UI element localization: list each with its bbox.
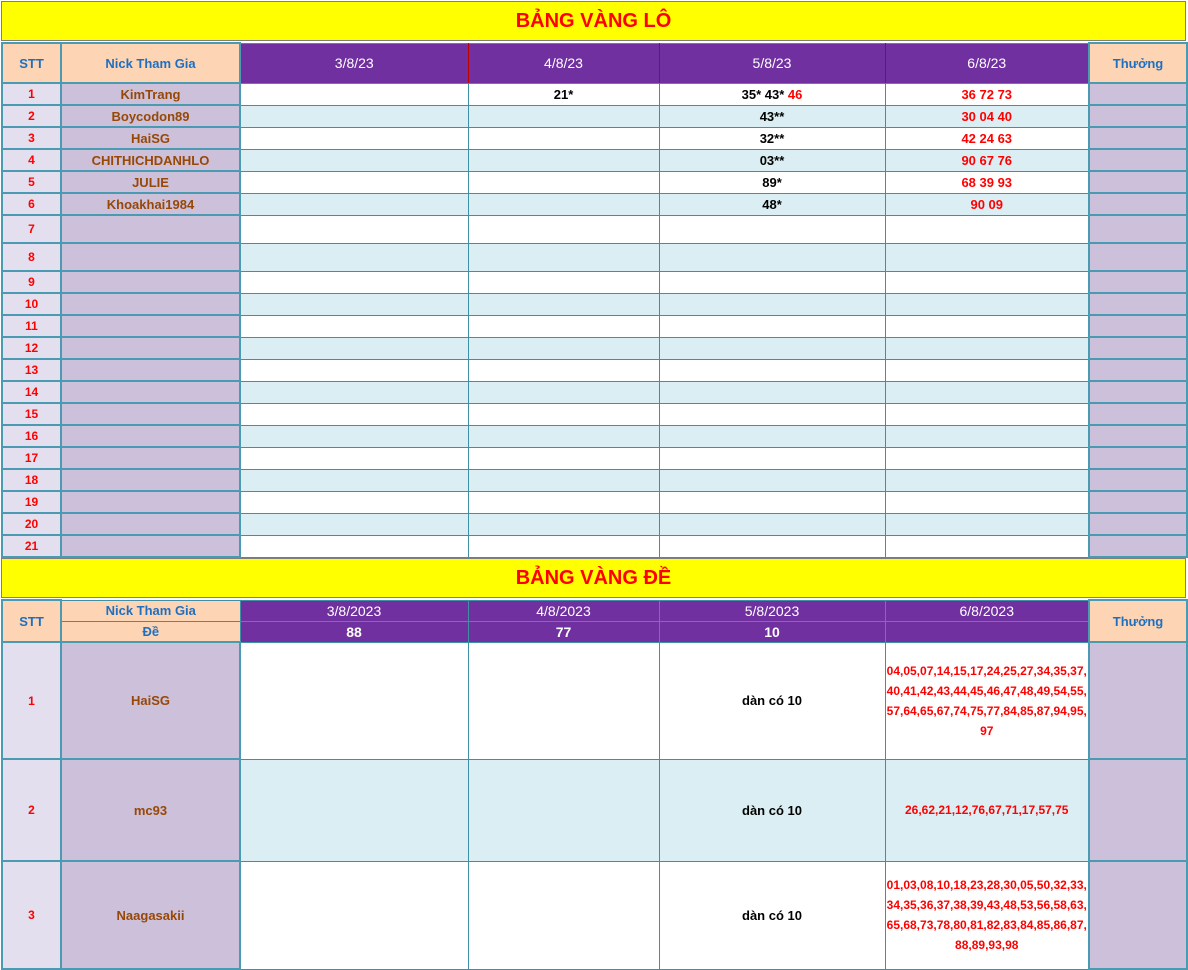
lo-date2-cell [468, 127, 659, 149]
lo-date3-cell [659, 193, 885, 215]
lo-date2-cell [468, 105, 659, 127]
lo-date1-cell [240, 425, 468, 447]
lo-date2-cell [468, 149, 659, 171]
lo-reward-cell [1089, 359, 1187, 381]
lo-table-row [2, 513, 1187, 535]
lo-date4-cell [885, 381, 1089, 403]
lo-date3-cell [659, 425, 885, 447]
lo-date4-cell [885, 491, 1089, 513]
de-result-2: 77 [468, 621, 659, 642]
lo-reward-cell [1089, 337, 1187, 359]
lo-reward-cell [1089, 315, 1187, 337]
lo-table-row [2, 293, 1187, 315]
de-date2-cell [468, 759, 659, 861]
lo-title-banner [1, 1, 1186, 41]
lo-stt-cell: 21 [2, 535, 61, 557]
lo-date3-cell [659, 447, 885, 469]
lo-stt-cell: 12 [2, 337, 61, 359]
de-reward-cell [1089, 759, 1187, 861]
lo-date3-cell [659, 293, 885, 315]
lo-table-row [2, 447, 1187, 469]
lo-reward-cell [1089, 491, 1187, 513]
lo-stt-cell: 1 [2, 83, 61, 105]
lo-reward-cell [1089, 127, 1187, 149]
lo-date3-value: 43** [759, 108, 785, 124]
lo-table-row [2, 535, 1187, 557]
de-table [1, 599, 1188, 970]
lo-stt-cell: 18 [2, 469, 61, 491]
lo-reward-cell [1089, 293, 1187, 315]
lo-date3-cell [659, 171, 885, 193]
lo-stt-cell: 5 [2, 171, 61, 193]
lo-date3-cell [659, 315, 885, 337]
lo-date2-cell [468, 193, 659, 215]
lo-stt-cell: 6 [2, 193, 61, 215]
de-date1-cell [240, 642, 468, 759]
lo-nick-cell [61, 425, 240, 447]
lo-date4-cell [885, 243, 1089, 271]
lo-date4-cell: 36 72 73 [885, 83, 1089, 105]
lo-date4-cell [885, 271, 1089, 293]
lo-date3-cell [659, 105, 885, 127]
de-header-date-2: 4/8/2023 [468, 600, 659, 621]
de-result-1: 88 [240, 621, 468, 642]
lo-nick-cell: HaiSG [61, 127, 240, 149]
de-stt-cell: 3 [2, 861, 61, 969]
lo-date2-cell [468, 425, 659, 447]
de-date1-cell [240, 759, 468, 861]
lo-reward-cell [1089, 243, 1187, 271]
lo-date3-cell [659, 491, 885, 513]
lo-date3-value: 35* 43* [741, 86, 785, 102]
lo-date3-cell [659, 243, 885, 271]
lo-nick-cell [61, 447, 240, 469]
lo-date1-cell [240, 315, 468, 337]
lo-table-row [2, 271, 1187, 293]
lo-date4-cell [885, 513, 1089, 535]
de-header-reward: Thưởng [1089, 600, 1187, 642]
lo-date1-cell [240, 381, 468, 403]
de-date2-cell [468, 642, 659, 759]
lo-date4-cell [885, 293, 1089, 315]
lo-date4-cell [885, 447, 1089, 469]
de-date4-cell: 26,​62,​21,​12,​76,​67,​71,​17,​57,​75 [885, 759, 1089, 861]
lo-date2-cell [468, 271, 659, 293]
de-header-row-2 [2, 621, 1187, 642]
lo-table-row [2, 171, 1187, 193]
lo-date4-cell: 90 67 76 [885, 149, 1089, 171]
lo-nick-cell: JULIE [61, 171, 240, 193]
lo-date1-cell [240, 359, 468, 381]
lo-date2-cell [468, 469, 659, 491]
lo-table-row [2, 315, 1187, 337]
lo-reward-cell [1089, 403, 1187, 425]
lo-date3-cell [659, 271, 885, 293]
lo-reward-cell [1089, 149, 1187, 171]
lo-nick-cell [61, 469, 240, 491]
lo-table [1, 42, 1188, 558]
lo-nick-cell: CHITHICHDANHLO [61, 149, 240, 171]
de-header-date-3: 5/8/2023 [659, 600, 885, 621]
lo-table-row [2, 403, 1187, 425]
lo-date4-cell [885, 215, 1089, 243]
lo-date4-cell [885, 535, 1089, 557]
lo-date2-cell [468, 337, 659, 359]
lo-date3-cell [659, 469, 885, 491]
de-stt-cell: 2 [2, 759, 61, 861]
lo-date1-cell [240, 83, 468, 105]
lo-nick-cell [61, 215, 240, 243]
lo-header-date-3: 5/8/23 [659, 43, 885, 83]
lo-date3-cell [659, 403, 885, 425]
lo-date4-cell: 90 09 [885, 193, 1089, 215]
lo-table-row [2, 469, 1187, 491]
lo-nick-cell [61, 271, 240, 293]
lo-stt-cell: 3 [2, 127, 61, 149]
lo-header-nick: Nick Tham Gia [61, 43, 240, 83]
de-result-4 [885, 621, 1089, 642]
lo-table-row [2, 105, 1187, 127]
de-date3-cell: dàn có 10 [659, 759, 885, 861]
de-nick-cell: Naagasakii [61, 861, 240, 969]
lo-nick-cell [61, 491, 240, 513]
lo-date4-cell [885, 337, 1089, 359]
lo-stt-cell: 8 [2, 243, 61, 271]
lo-table-row [2, 215, 1187, 243]
lo-reward-cell [1089, 469, 1187, 491]
de-header-stt: STT [2, 600, 61, 642]
de-reward-cell [1089, 861, 1187, 969]
lo-nick-cell: Khoakhai1984 [61, 193, 240, 215]
lo-stt-cell: 4 [2, 149, 61, 171]
de-header-nick: Nick Tham Gia [61, 600, 240, 621]
lo-date1-cell [240, 293, 468, 315]
lo-stt-cell: 17 [2, 447, 61, 469]
lo-date4-cell: 42 24 63 [885, 127, 1089, 149]
de-date3-cell: dàn có 10 [659, 861, 885, 969]
lo-date2-cell [468, 215, 659, 243]
lo-date2-cell [468, 359, 659, 381]
lo-stt-cell: 11 [2, 315, 61, 337]
lo-date3-value: 32** [759, 130, 785, 146]
lo-date2-cell [468, 403, 659, 425]
lo-nick-cell [61, 381, 240, 403]
lo-nick-cell [61, 315, 240, 337]
de-header-de-label: Đề [61, 621, 240, 642]
lo-date4-cell [885, 359, 1089, 381]
lo-date1-cell [240, 105, 468, 127]
lo-date2-cell [468, 293, 659, 315]
lo-stt-cell: 13 [2, 359, 61, 381]
de-table-row [2, 642, 1187, 759]
de-stt-cell: 1 [2, 642, 61, 759]
lo-date1-cell [240, 215, 468, 243]
lo-reward-cell [1089, 105, 1187, 127]
lo-nick-cell [61, 359, 240, 381]
lo-header-row [2, 43, 1187, 83]
lo-date1-cell [240, 171, 468, 193]
lo-date1-cell [240, 447, 468, 469]
lo-header-date-1: 3/8/23 [240, 43, 468, 83]
lo-table-row [2, 425, 1187, 447]
de-date4-cell: 01,​03,​08,​10,​18,​23,​28,​30,​05,​50,​32,​33,​34,​35,​36,​37,​38,​39,​43,​48,​53,​56,​58,​63,​65,​68,​73,​78,​80,​81,​82,​83,​84,​85,​86,​87,​88,​89,​93,​98 [885, 861, 1089, 969]
lo-header-date-4: 6/8/23 [885, 43, 1089, 83]
lo-reward-cell [1089, 193, 1187, 215]
lo-date1-cell [240, 243, 468, 271]
lo-stt-cell: 10 [2, 293, 61, 315]
lo-date3-cell [659, 215, 885, 243]
lo-date1-cell [240, 149, 468, 171]
lo-date4-cell: 68 39 93 [885, 171, 1089, 193]
de-header-date-1: 3/8/2023 [240, 600, 468, 621]
lo-table-row [2, 337, 1187, 359]
lo-reward-cell [1089, 425, 1187, 447]
lo-table-row [2, 127, 1187, 149]
lo-date2-cell [468, 535, 659, 557]
lo-nick-cell: KimTrang [61, 83, 240, 105]
lo-date3-cell [659, 381, 885, 403]
lo-stt-cell: 2 [2, 105, 61, 127]
de-header-date-4: 6/8/2023 [885, 600, 1089, 621]
lo-reward-cell [1089, 381, 1187, 403]
de-date2-cell [468, 861, 659, 969]
lo-date2-cell [468, 243, 659, 271]
lo-table-row [2, 149, 1187, 171]
lo-header-reward: Thưởng [1089, 43, 1187, 83]
lo-table-row [2, 83, 1187, 105]
lo-date3-hit: 46 [787, 86, 803, 102]
de-title: BẢNG VÀNG ĐỀ [515, 566, 672, 589]
de-result-3: 10 [659, 621, 885, 642]
lo-reward-cell [1089, 535, 1187, 557]
lo-date1-cell [240, 271, 468, 293]
lo-date3-cell [659, 127, 885, 149]
de-table-row [2, 759, 1187, 861]
lo-table-row [2, 359, 1187, 381]
de-title-banner [1, 558, 1186, 598]
lo-date1-cell [240, 513, 468, 535]
lo-date2-cell [468, 171, 659, 193]
lo-stt-cell: 19 [2, 491, 61, 513]
lo-date1-cell [240, 127, 468, 149]
lo-reward-cell [1089, 271, 1187, 293]
lo-date3-cell [659, 83, 885, 105]
lo-nick-cell [61, 535, 240, 557]
lo-date3-cell [659, 359, 885, 381]
lo-header-stt: STT [2, 43, 61, 83]
lo-stt-cell: 15 [2, 403, 61, 425]
lo-date3-cell [659, 337, 885, 359]
de-nick-cell: HaiSG [61, 642, 240, 759]
lo-stt-cell: 20 [2, 513, 61, 535]
lo-date2-cell [468, 513, 659, 535]
lo-nick-cell [61, 513, 240, 535]
lo-reward-cell [1089, 215, 1187, 243]
de-reward-cell [1089, 642, 1187, 759]
lo-date3-cell [659, 513, 885, 535]
lo-table-row [2, 381, 1187, 403]
lo-stt-cell: 9 [2, 271, 61, 293]
lo-table-row [2, 193, 1187, 215]
de-date4-cell: 04,​05,​07,​14,​15,​17,​24,​25,​27,​34,​35,​37,​40,​41,​42,​43,​44,​45,​46,​47,​48,​49,​54,​55,​57,​64,​65,​67,​74,​75,​77,​84,​85,​87,​94,​95,​97 [885, 642, 1089, 759]
lo-date1-cell [240, 403, 468, 425]
lo-date4-cell [885, 469, 1089, 491]
lo-date2-cell [468, 315, 659, 337]
lo-date3-value: 89* [762, 174, 782, 190]
lo-date2-cell [468, 491, 659, 513]
lo-date2-cell [468, 447, 659, 469]
lo-stt-cell: 16 [2, 425, 61, 447]
lo-nick-cell [61, 337, 240, 359]
lo-date3-value: 03** [759, 152, 785, 168]
lo-header-date-2: 4/8/23 [468, 43, 659, 83]
lo-date4-cell: 30 04 40 [885, 105, 1089, 127]
lo-stt-cell: 7 [2, 215, 61, 243]
de-nick-cell: mc93 [61, 759, 240, 861]
lo-stt-cell: 14 [2, 381, 61, 403]
lo-date1-cell [240, 193, 468, 215]
de-date1-cell [240, 861, 468, 969]
lo-date1-cell [240, 491, 468, 513]
lo-reward-cell [1089, 83, 1187, 105]
lo-date4-cell [885, 403, 1089, 425]
lo-reward-cell [1089, 171, 1187, 193]
lo-date2-cell [468, 381, 659, 403]
lo-nick-cell [61, 293, 240, 315]
lo-date1-cell [240, 469, 468, 491]
lo-nick-cell [61, 403, 240, 425]
lo-date2-cell: 21* [468, 83, 659, 105]
lo-reward-cell [1089, 513, 1187, 535]
lo-date1-cell [240, 535, 468, 557]
lo-nick-cell: Boycodon89 [61, 105, 240, 127]
lo-date3-value: 48* [762, 196, 782, 212]
lo-date4-cell [885, 425, 1089, 447]
lo-date3-cell [659, 149, 885, 171]
lo-reward-cell [1089, 447, 1187, 469]
lo-table-row [2, 243, 1187, 271]
lo-date1-cell [240, 337, 468, 359]
lo-title: BẢNG VÀNG LÔ [515, 9, 672, 32]
lo-nick-cell [61, 243, 240, 271]
lo-table-row [2, 491, 1187, 513]
de-date3-cell: dàn có 10 [659, 642, 885, 759]
de-table-row [2, 861, 1187, 969]
lo-date3-cell [659, 535, 885, 557]
de-header-row-1 [2, 600, 1187, 621]
lo-date4-cell [885, 315, 1089, 337]
